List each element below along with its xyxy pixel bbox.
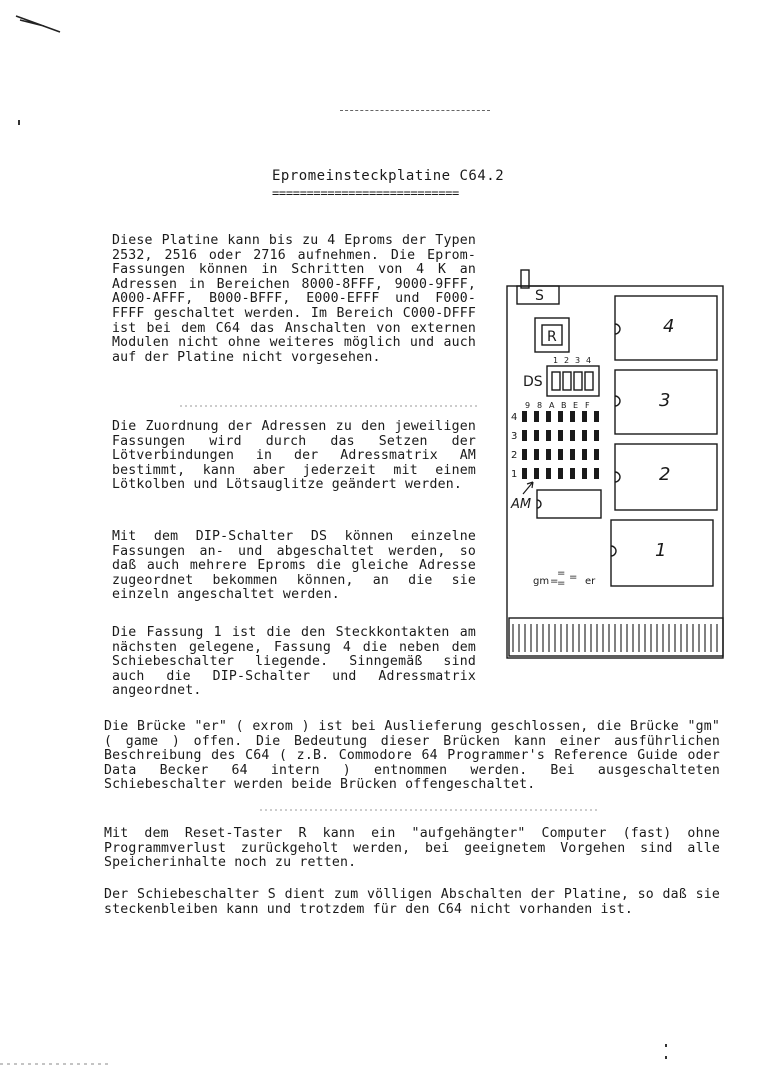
bridge-label-gm: gm [533,576,550,587]
separator-line-2 [260,808,600,812]
matrix-row-4: 4 [511,412,518,423]
dip-number-4: 4 [586,356,592,365]
matrix-col-f: F [585,401,590,410]
connector-module-box [537,490,601,518]
reset-button-label: R [547,329,557,345]
matrix-col-8: 8 [537,401,543,410]
svg-text:=: = [569,572,578,583]
margin-dot-bottom [664,1044,670,1064]
margin-dot-left [18,120,22,126]
paragraph-dip-switch: Mit dem DIP-Schalter DS können einzelne Fassungen an- und abgeschaltet werden, so daß auch mehrere Eproms die gleiche Adresse zugeordnet bekommen können, an die sie einzeln angeschaltet werden. [112,529,476,603]
edge-connector [509,618,723,656]
dip-number-3: 3 [575,356,581,365]
paragraph-eprom-types: Diese Platine kann bis zu 4 Eproms der Typen 2532, 2516 oder 2716 aufnehmen. Die Eprom-Fassungen können in Schritten von 4 K an Adressen in Bereichen 8000-8FFF, 9000-9FFF, A000-AFFF, B000-BFFF, E000-EFFF und F000-FFFF geschaltet werden. Im Bereich C000-DFFF ist bei dem C64 das Anschalten von externen Modulen nicht ohne weiteres möglich und auch auf der Platine nicht vorgesehen. [112,233,476,365]
matrix-row-2: 2 [511,450,518,461]
document-title: Epromeinsteckplatine C64.2 [272,168,505,184]
paragraph-socket-order: Die Fassung 1 ist die den Steckkontakten am nächsten gelegene, Fassung 4 die neben dem Schiebeschalter liegende. Sinngemäß sind auch die DIP-Schalter und Adressmatrix angeordnet. [112,625,476,699]
eprom-socket-4 [615,296,717,360]
dip-switch-levers [552,372,593,390]
socket-label-3: 3 [659,390,671,411]
matrix-col-9: 9 [525,401,531,410]
matrix-col-b: B [561,401,567,410]
matrix-row-3: 3 [511,431,518,442]
paragraph-slide-switch: Der Schiebeschalter S dient zum völligen Abschalten der Platine, so daß sie steckenbleiben kann und trotzdem für den C64 nicht vorhanden ist. [104,887,720,917]
eprom-socket-3 [615,370,717,434]
dip-switch-body [547,366,599,396]
paragraph-address-matrix: Die Zuordnung der Adressen zu den jeweiligen Fassungen wird durch das Setzen der Lötverbindungen in der Adressmatrix AM bestimmt, kann aber jederzeit mit einem Lötkolben und Lötsauglitze geändert werden. [112,419,476,493]
slide-switch-label: S [535,288,544,304]
top-dashed-rule [340,110,490,111]
matrix-label: AM [511,497,532,512]
svg-text:=: = [557,568,566,579]
matrix-arrow [523,482,533,494]
eprom-socket-2 [615,444,717,510]
dip-switch-label: DS [523,374,543,390]
slide-switch-tab [521,270,529,288]
eprom-socket-1 [611,520,713,586]
separator-line-1 [180,404,480,408]
bridge-label-er: er [585,576,596,587]
title-underline: =========================== [272,186,459,200]
pcb-layout-diagram [505,268,727,662]
dip-number-1: 1 [553,356,559,365]
matrix-col-a: A [549,401,555,410]
bridge-jumpers [533,568,596,589]
matrix-col-e: E [573,401,579,410]
paragraph-bridges: Die Brücke "er" ( exrom ) ist bei Auslieferung geschlossen, die Brücke "gm" ( game ) offen. Die Bedeutung dieser Brücken kann einer ausführlichen Beschreibung des C64 ( z.B. Commodore 64 Programmer's Reference Guide oder Data Becker 64 intern ) entnommen werden. Bei ausgeschalteten Schiebeschalter werden beide Brücken offengeschaltet. [104,719,720,793]
socket-label-2: 2 [659,464,671,485]
dip-number-2: 2 [564,356,570,365]
matrix-row-1: 1 [511,469,518,480]
svg-text:=: = [557,578,566,589]
socket-label-4: 4 [663,316,675,337]
socket-label-1: 1 [655,540,667,561]
bottom-edge-dashes [0,1062,110,1066]
edge-connector-pins [513,624,717,652]
paragraph-reset-button: Mit dem Reset-Taster R kann ein "aufgehängter" Computer (fast) ohne Programmverlust zurückgeholt werden, bei geeignetem Vorgehen sind alle Speicherinhalte noch zu retten. [104,826,720,871]
address-matrix-pads [522,411,599,479]
svg-text:=: = [550,576,559,587]
corner-pen-mark [14,12,64,36]
